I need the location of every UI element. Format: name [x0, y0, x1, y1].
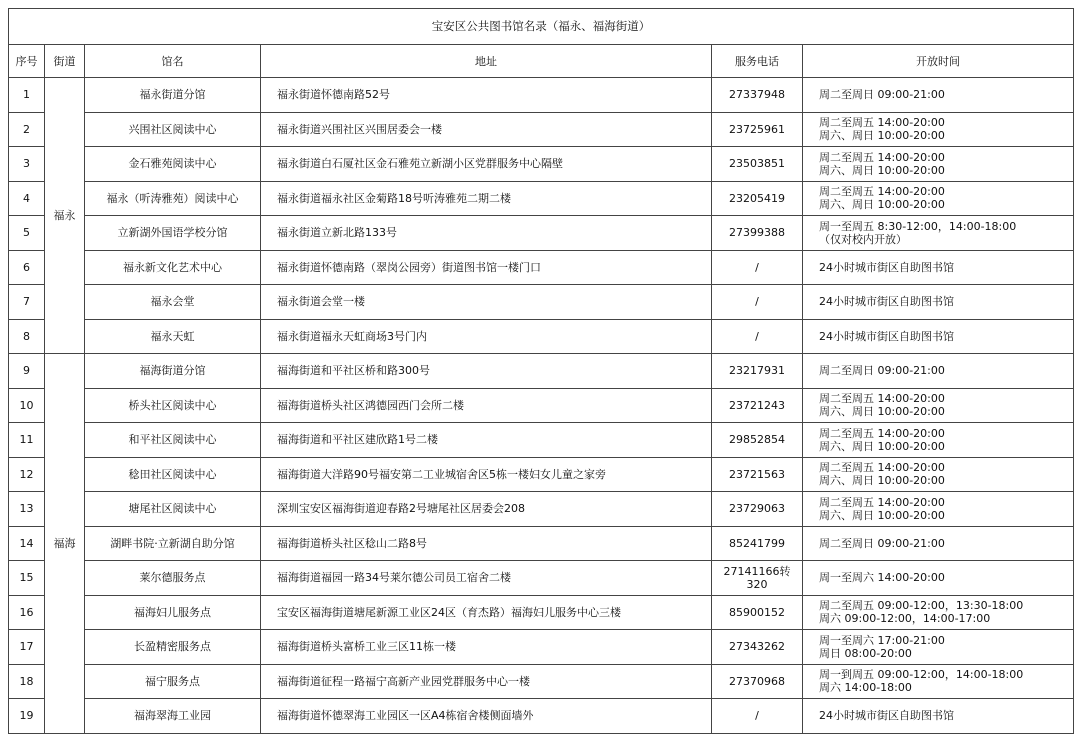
table-row: [9, 699, 1074, 734]
library-phone: /: [712, 319, 803, 354]
library-address: 福海街道桥头社区鸿德园西门会所二楼: [261, 388, 712, 423]
row-index: 5: [9, 216, 45, 251]
table-row: [9, 630, 1074, 665]
hours-line-1: 周二至周五 14:00-20:00: [819, 495, 945, 509]
row-index: 16: [9, 595, 45, 630]
library-address: 福海街道征程一路福宁高新产业园党群服务中心一楼: [261, 664, 712, 699]
row-index: 9: [9, 354, 45, 389]
opening-hours: [803, 181, 1074, 216]
row-index: 4: [9, 181, 45, 216]
hours-line-2: 周六、周日 10:00-20:00: [819, 163, 945, 177]
row-index: 15: [9, 561, 45, 596]
table-row: [9, 561, 1074, 596]
row-index: 19: [9, 699, 45, 734]
header-index: 序号: [9, 45, 45, 78]
library-name: 湖畔书院·立新湖自助分馆: [85, 526, 261, 561]
library-name: 福永会堂: [85, 285, 261, 320]
opening-hours: [803, 457, 1074, 492]
table-title: 宝安区公共图书馆名录（福永、福海街道）: [9, 9, 1074, 45]
library-phone: /: [712, 699, 803, 734]
hours-line-1: 周二至周五 14:00-20:00: [819, 392, 945, 406]
opening-hours: [803, 354, 1074, 389]
library-name: 长盈精密服务点: [85, 630, 261, 665]
row-index: 3: [9, 147, 45, 182]
library-name: 金石雅苑阅读中心: [85, 147, 261, 182]
hours-line-2: 周六、周日 10:00-20:00: [819, 439, 945, 453]
library-phone: 27141166转320: [712, 561, 803, 596]
hours-line-1: 周二至周日 09:00-21:00: [819, 536, 945, 550]
table-row: [9, 112, 1074, 147]
library-phone: 23205419: [712, 181, 803, 216]
table-row: [9, 181, 1074, 216]
row-index: 17: [9, 630, 45, 665]
hours-line-1: 24小时城市街区自助图书馆: [819, 260, 954, 274]
hours-line-2: 周六 09:00-12:00，14:00-17:00: [819, 612, 991, 626]
library-name: 稔田社区阅读中心: [85, 457, 261, 492]
opening-hours: [803, 664, 1074, 699]
library-name: 福海翠海工业园: [85, 699, 261, 734]
library-address: 福海街道大洋路90号福安第二工业城宿舍区5栋一楼妇女儿童之家旁: [261, 457, 712, 492]
hours-line-1: 周二至周五 14:00-20:00: [819, 426, 945, 440]
library-phone: 23503851: [712, 147, 803, 182]
library-address: 福永街道怀德南路52号: [261, 78, 712, 113]
library-address: 福永街道白石厦社区金石雅苑立新湖小区党群服务中心隔壁: [261, 147, 712, 182]
hours-line-1: 周一至周五 8:30-12:00，14:00-18:00: [819, 219, 1017, 233]
library-phone: 23217931: [712, 354, 803, 389]
library-address: 福永街道福永天虹商场3号门内: [261, 319, 712, 354]
hours-line-2: 周六、周日 10:00-20:00: [819, 508, 945, 522]
opening-hours: [803, 216, 1074, 251]
table-row: [9, 216, 1074, 251]
library-address: 福海街道福园一路34号莱尔德公司员工宿舍二楼: [261, 561, 712, 596]
table-row: [9, 526, 1074, 561]
opening-hours: [803, 561, 1074, 596]
library-name: 福海妇儿服务点: [85, 595, 261, 630]
library-phone: 27337948: [712, 78, 803, 113]
hours-line-1: 24小时城市街区自助图书馆: [819, 709, 954, 723]
header-street: 街道: [45, 45, 85, 78]
library-phone: /: [712, 285, 803, 320]
library-name: 和平社区阅读中心: [85, 423, 261, 458]
library-name: 福永（听涛雅苑）阅读中心: [85, 181, 261, 216]
library-phone: 23725961: [712, 112, 803, 147]
opening-hours: [803, 250, 1074, 285]
row-index: 1: [9, 78, 45, 113]
table-row: [9, 78, 1074, 113]
library-name: 福海街道分馆: [85, 354, 261, 389]
header-hours: 开放时间: [803, 45, 1074, 78]
table-row: [9, 319, 1074, 354]
hours-line-1: 周二至周五 14:00-20:00: [819, 461, 945, 475]
hours-line-2: 周六、周日 10:00-20:00: [819, 474, 945, 488]
opening-hours: [803, 78, 1074, 113]
opening-hours: [803, 319, 1074, 354]
opening-hours: [803, 147, 1074, 182]
opening-hours: [803, 388, 1074, 423]
table-row: [9, 457, 1074, 492]
opening-hours: [803, 630, 1074, 665]
header-phone: 服务电话: [712, 45, 803, 78]
library-phone: 23721243: [712, 388, 803, 423]
opening-hours: [803, 285, 1074, 320]
hours-line-2: 周六、周日 10:00-20:00: [819, 405, 945, 419]
hours-line-1: 24小时城市街区自助图书馆: [819, 329, 954, 343]
library-name: 莱尔德服务点: [85, 561, 261, 596]
library-phone: /: [712, 250, 803, 285]
table-row: [9, 388, 1074, 423]
hours-line-2: （仅对校内开放）: [819, 232, 907, 246]
row-index: 11: [9, 423, 45, 458]
row-index: 14: [9, 526, 45, 561]
hours-line-1: 周二至周五 14:00-20:00: [819, 116, 945, 130]
title-row: [9, 9, 1074, 45]
library-name: 福宁服务点: [85, 664, 261, 699]
library-address: 福海街道桥头富桥工业三区11栋一楼: [261, 630, 712, 665]
hours-line-1: 周二至周五 09:00-12:00，13:30-18:00: [819, 599, 1024, 613]
hours-line-1: 周二至周日 09:00-21:00: [819, 364, 945, 378]
opening-hours: [803, 492, 1074, 527]
library-name: 福永新文化艺术中心: [85, 250, 261, 285]
opening-hours: [803, 423, 1074, 458]
hours-line-1: 周一至周六 14:00-20:00: [819, 571, 945, 585]
library-phone: 29852854: [712, 423, 803, 458]
table-row: [9, 354, 1074, 389]
library-phone: 85900152: [712, 595, 803, 630]
row-index: 8: [9, 319, 45, 354]
library-address: 福海街道和平社区建欣路1号二楼: [261, 423, 712, 458]
hours-line-1: 周二至周五 14:00-20:00: [819, 185, 945, 199]
row-index: 12: [9, 457, 45, 492]
row-index: 18: [9, 664, 45, 699]
library-address: 福永街道立新北路133号: [261, 216, 712, 251]
hours-line-2: 周日 08:00-20:00: [819, 646, 912, 660]
library-name: 塘尾社区阅读中心: [85, 492, 261, 527]
library-phone: 23721563: [712, 457, 803, 492]
library-name: 兴围社区阅读中心: [85, 112, 261, 147]
table-row: [9, 423, 1074, 458]
hours-line-1: 24小时城市街区自助图书馆: [819, 295, 954, 309]
table-row: [9, 285, 1074, 320]
table-row: [9, 492, 1074, 527]
library-address: 福海街道怀德翠海工业园区一区A4栋宿舍楼侧面墙外: [261, 699, 712, 734]
hours-line-1: 周一至周六 17:00-21:00: [819, 633, 945, 647]
library-address: 福海街道桥头社区稔山二路8号: [261, 526, 712, 561]
table-row: [9, 664, 1074, 699]
street-fuhai: 福海: [45, 354, 85, 734]
library-phone: 85241799: [712, 526, 803, 561]
library-name: 福永街道分馆: [85, 78, 261, 113]
row-index: 13: [9, 492, 45, 527]
library-phone: 23729063: [712, 492, 803, 527]
header-address: 地址: [261, 45, 712, 78]
row-index: 7: [9, 285, 45, 320]
header-row: [9, 45, 1074, 78]
opening-hours: [803, 526, 1074, 561]
table-row: [9, 595, 1074, 630]
table-row: [9, 147, 1074, 182]
hours-line-2: 周六、周日 10:00-20:00: [819, 198, 945, 212]
library-phone: 27399388: [712, 216, 803, 251]
row-index: 6: [9, 250, 45, 285]
header-name: 馆名: [85, 45, 261, 78]
row-index: 2: [9, 112, 45, 147]
hours-line-1: 周二至周五 14:00-20:00: [819, 150, 945, 164]
library-name: 桥头社区阅读中心: [85, 388, 261, 423]
hours-line-2: 周六 14:00-18:00: [819, 681, 912, 695]
library-name: 立新湖外国语学校分馆: [85, 216, 261, 251]
library-phone: 27343262: [712, 630, 803, 665]
library-directory-table: [8, 8, 1074, 734]
library-address: 福永街道怀德南路（翠岗公园旁）街道图书馆一楼门口: [261, 250, 712, 285]
library-phone: 27370968: [712, 664, 803, 699]
library-address: 宝安区福海街道塘尾新源工业区24区（育杰路）福海妇儿服务中心三楼: [261, 595, 712, 630]
library-address: 福海街道和平社区桥和路300号: [261, 354, 712, 389]
library-name: 福永天虹: [85, 319, 261, 354]
hours-line-2: 周六、周日 10:00-20:00: [819, 129, 945, 143]
opening-hours: [803, 112, 1074, 147]
hours-line-1: 周一到周五 09:00-12:00，14:00-18:00: [819, 668, 1024, 682]
table-row: [9, 250, 1074, 285]
library-address: 深圳宝安区福海街道迎春路2号塘尾社区居委会208: [261, 492, 712, 527]
library-address: 福永街道会堂一楼: [261, 285, 712, 320]
library-address: 福永街道福永社区金菊路18号听涛雅苑二期二楼: [261, 181, 712, 216]
opening-hours: [803, 699, 1074, 734]
hours-line-1: 周二至周日 09:00-21:00: [819, 88, 945, 102]
street-fuyong: 福永: [45, 78, 85, 354]
library-address: 福永街道兴围社区兴围居委会一楼: [261, 112, 712, 147]
opening-hours: [803, 595, 1074, 630]
row-index: 10: [9, 388, 45, 423]
